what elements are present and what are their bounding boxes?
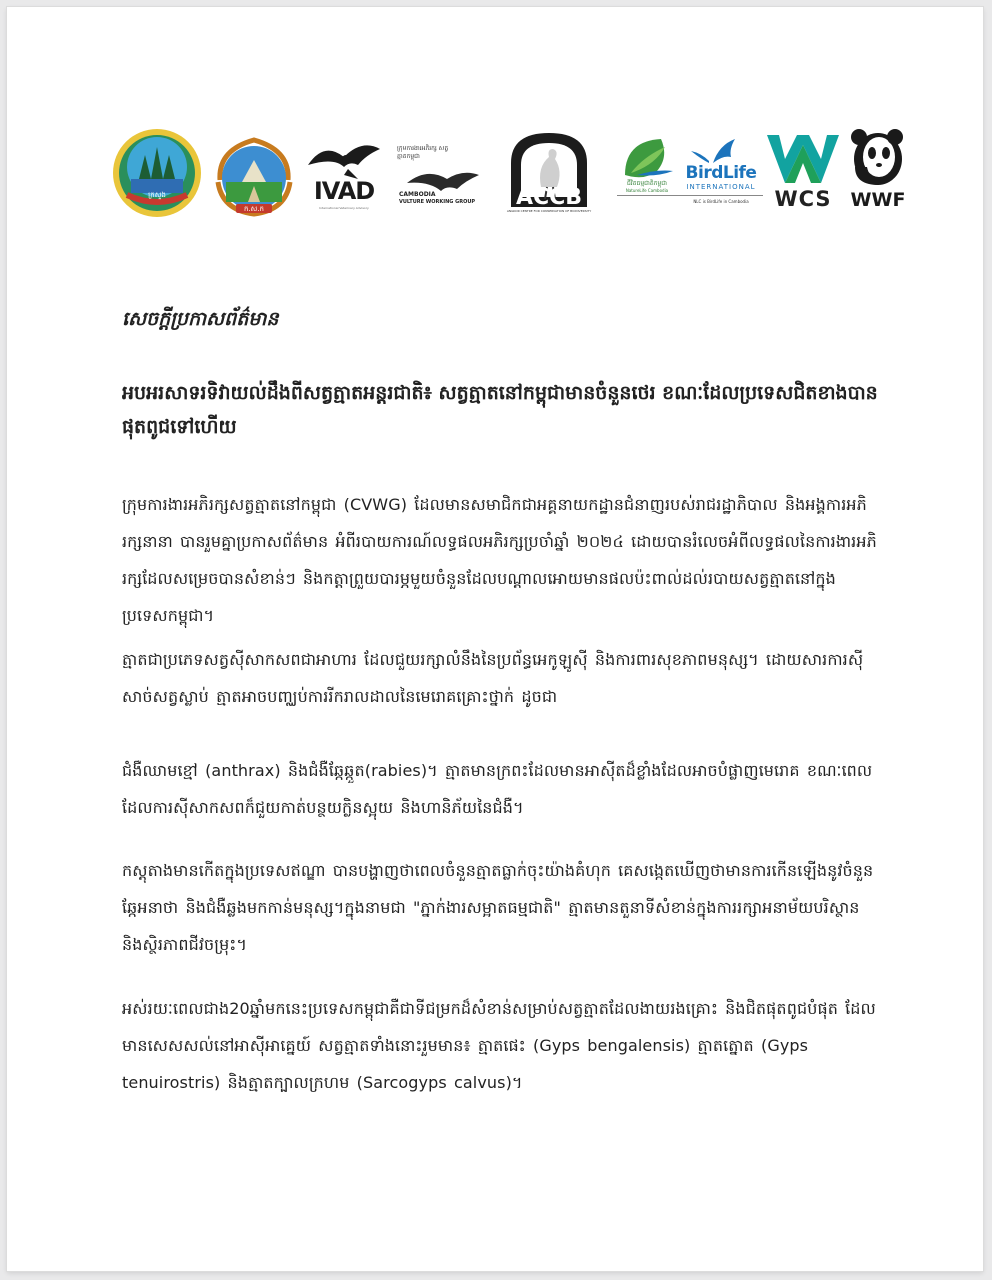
birdlife-partner-note: NLC is BirdLife in Cambodia — [693, 199, 749, 204]
ministry-logo — [111, 127, 203, 219]
wwf-logo — [845, 127, 911, 215]
cvwg-line1: CAMBODIA — [399, 191, 436, 198]
ivad-tagline: International Veterinary Advisory — [319, 206, 369, 210]
cvwg-logo — [393, 145, 483, 211]
cvwg-line2: VULTURE WORKING GROUP — [399, 199, 476, 205]
partner-logo-strip — [7, 7, 983, 237]
wwf-wordmark: WWF — [850, 189, 906, 211]
birdlife-divider — [617, 195, 763, 196]
body-paragraph: អស់រយៈពេលជាង20ឆ្នាំមកនេះប្រទេសកម្ពុជាគឺជាទីជម្រកដ៏សំខាន់សម្រាប់សត្វត្មាតដែលងាយរងគ្រោះ និងជិតផុតពូជបំផុត ដែលមានសេសសល់នៅអាស៊ីអាគ្នេយ៍ សត្វត្មាតទាំងនោះរួមមាន៖ ត្មាតផេះ (Gyps bengalensis) ត្មាតត្នោត (Gyps tenuirostris) និងត្មាតក្បាលក្រហម (Sarcogyps calvus)។ — [122, 999, 876, 1092]
body-paragraph: ជំងឺឈាមខ្មៅ (anthrax) និងជំងឺឆ្កែឆ្កួត(rabies)។ ត្មាតមានក្រពះដែលមានអាស៊ីតដ៏ខ្លាំងដែលអាចបំផ្លាញមេរោគ ខណៈពេលដែលការស៊ីសាកសពក៏ជួយកាត់បន្ថយក្លិនស្អុយ និងហានិភ័យនៃជំងឺ។ — [122, 761, 873, 817]
body-paragraph: ត្មាតជាប្រភេទសត្វស៊ីសាកសពជាអាហារ ដែលជួយរក្សាលំនឹងនៃប្រព័ន្ធអេកូឡូស៊ី និងការពារសុខភាពមនុស្ស។ ដោយសារការស៊ីសាច់សត្វស្លាប់ ត្មាតអាចបញ្ឈប់ការរីករាលដាលនៃមេរោគគ្រោះថ្នាក់ ដូចជា — [122, 650, 864, 706]
accb-logo — [501, 127, 597, 217]
body-paragraph: ក្រុមការងារអភិរក្សសត្វត្មាតនៅកម្ពុជា (CVWG) ដែលមានសមាជិកជាអគ្គនាយកដ្ឋានជំនាញរបស់រាជរដ្ឋាភិបាល និងអង្គការអភិរក្សនានា បានរួមគ្នាប្រកាសព័ត៌មាន អំពីរបាយការណ៍លទ្ធផលអភិរក្សប្រចាំឆ្នាំ ២០២៤ ដោយបានរំលេចអំពីលទ្ធផលនៃការងារអភិរក្សដែលសម្រេចបានសំខាន់ៗ និងកត្តាព្រួយបារម្ភមួយចំនួនដែលបណ្តាលអោយមានផលប៉ះពាល់ដល់របាយសត្វត្មាតនៅក្នុងប្រទេសកម្ពុជា។ — [122, 495, 877, 625]
gdanr-logo-caption: ក.ស.ក — [243, 205, 264, 213]
body-paragraph: កស្តុតាងមានកើតក្នុងប្រទេសឥណ្ឌា បានបង្ហាញថាពេលចំនួនត្មាតធ្លាក់ចុះយ៉ាងគំហុក គេសង្កេតឃើញថាមានការកើនឡើងនូវចំនួនឆ្កែអនាថា និងជំងឺឆ្លងមកកាន់មនុស្ស។ក្នុងនាមជា "ភ្នាក់ងារសម្អាតធម្មជាតិ" ត្មាតមានតួនាទីសំខាន់ក្នុងការរក្សាអនាម័យបរិស្ថាន និងស្ថិរភាពជីវចម្រុះ។ — [122, 861, 874, 954]
ivad-wordmark: IVAD — [313, 177, 375, 205]
press-release-headline: អបអរសាទរទិវាយល់ដឹងពីសត្វត្មាតអន្តរជាតិ៖ សត្វត្មាតនៅកម្ពុជាមានចំនួនថេរ ខណៈដែលប្រទេសជិតខាងបានផុតពូជទៅហើយ — [122, 382, 878, 438]
press-release-page — [7, 7, 983, 1271]
naturelife-khmer-name: ជីវិតធម្មជាតិកម្ពុជា — [627, 180, 667, 187]
press-release-kicker: សេចក្តីប្រកាសព័ត៌មាន — [122, 308, 279, 330]
naturelife-name: NatureLife Cambodia — [625, 188, 669, 193]
ivad-logo — [304, 135, 384, 215]
ministry-logo-caption: ក្រសួង — [148, 191, 166, 199]
birdlife-subtitle: INTERNATIONAL — [686, 183, 756, 191]
accb-wordmark: ACCB — [515, 185, 583, 210]
cvwg-khmer-name: ក្រុមការងារអភិរក្ស សត្វត្មាតកម្ពុជា — [397, 145, 449, 160]
accb-ring-text: ANGKOR CENTRE FOR CONSERVATION OF BIODIVERSITY — [506, 209, 592, 213]
wcs-logo — [763, 131, 843, 217]
wcs-wordmark: WCS — [774, 187, 832, 211]
birdlife-logo — [679, 135, 763, 215]
gdanr-logo — [208, 130, 300, 220]
birdlife-wordmark: BirdLife — [685, 163, 757, 183]
